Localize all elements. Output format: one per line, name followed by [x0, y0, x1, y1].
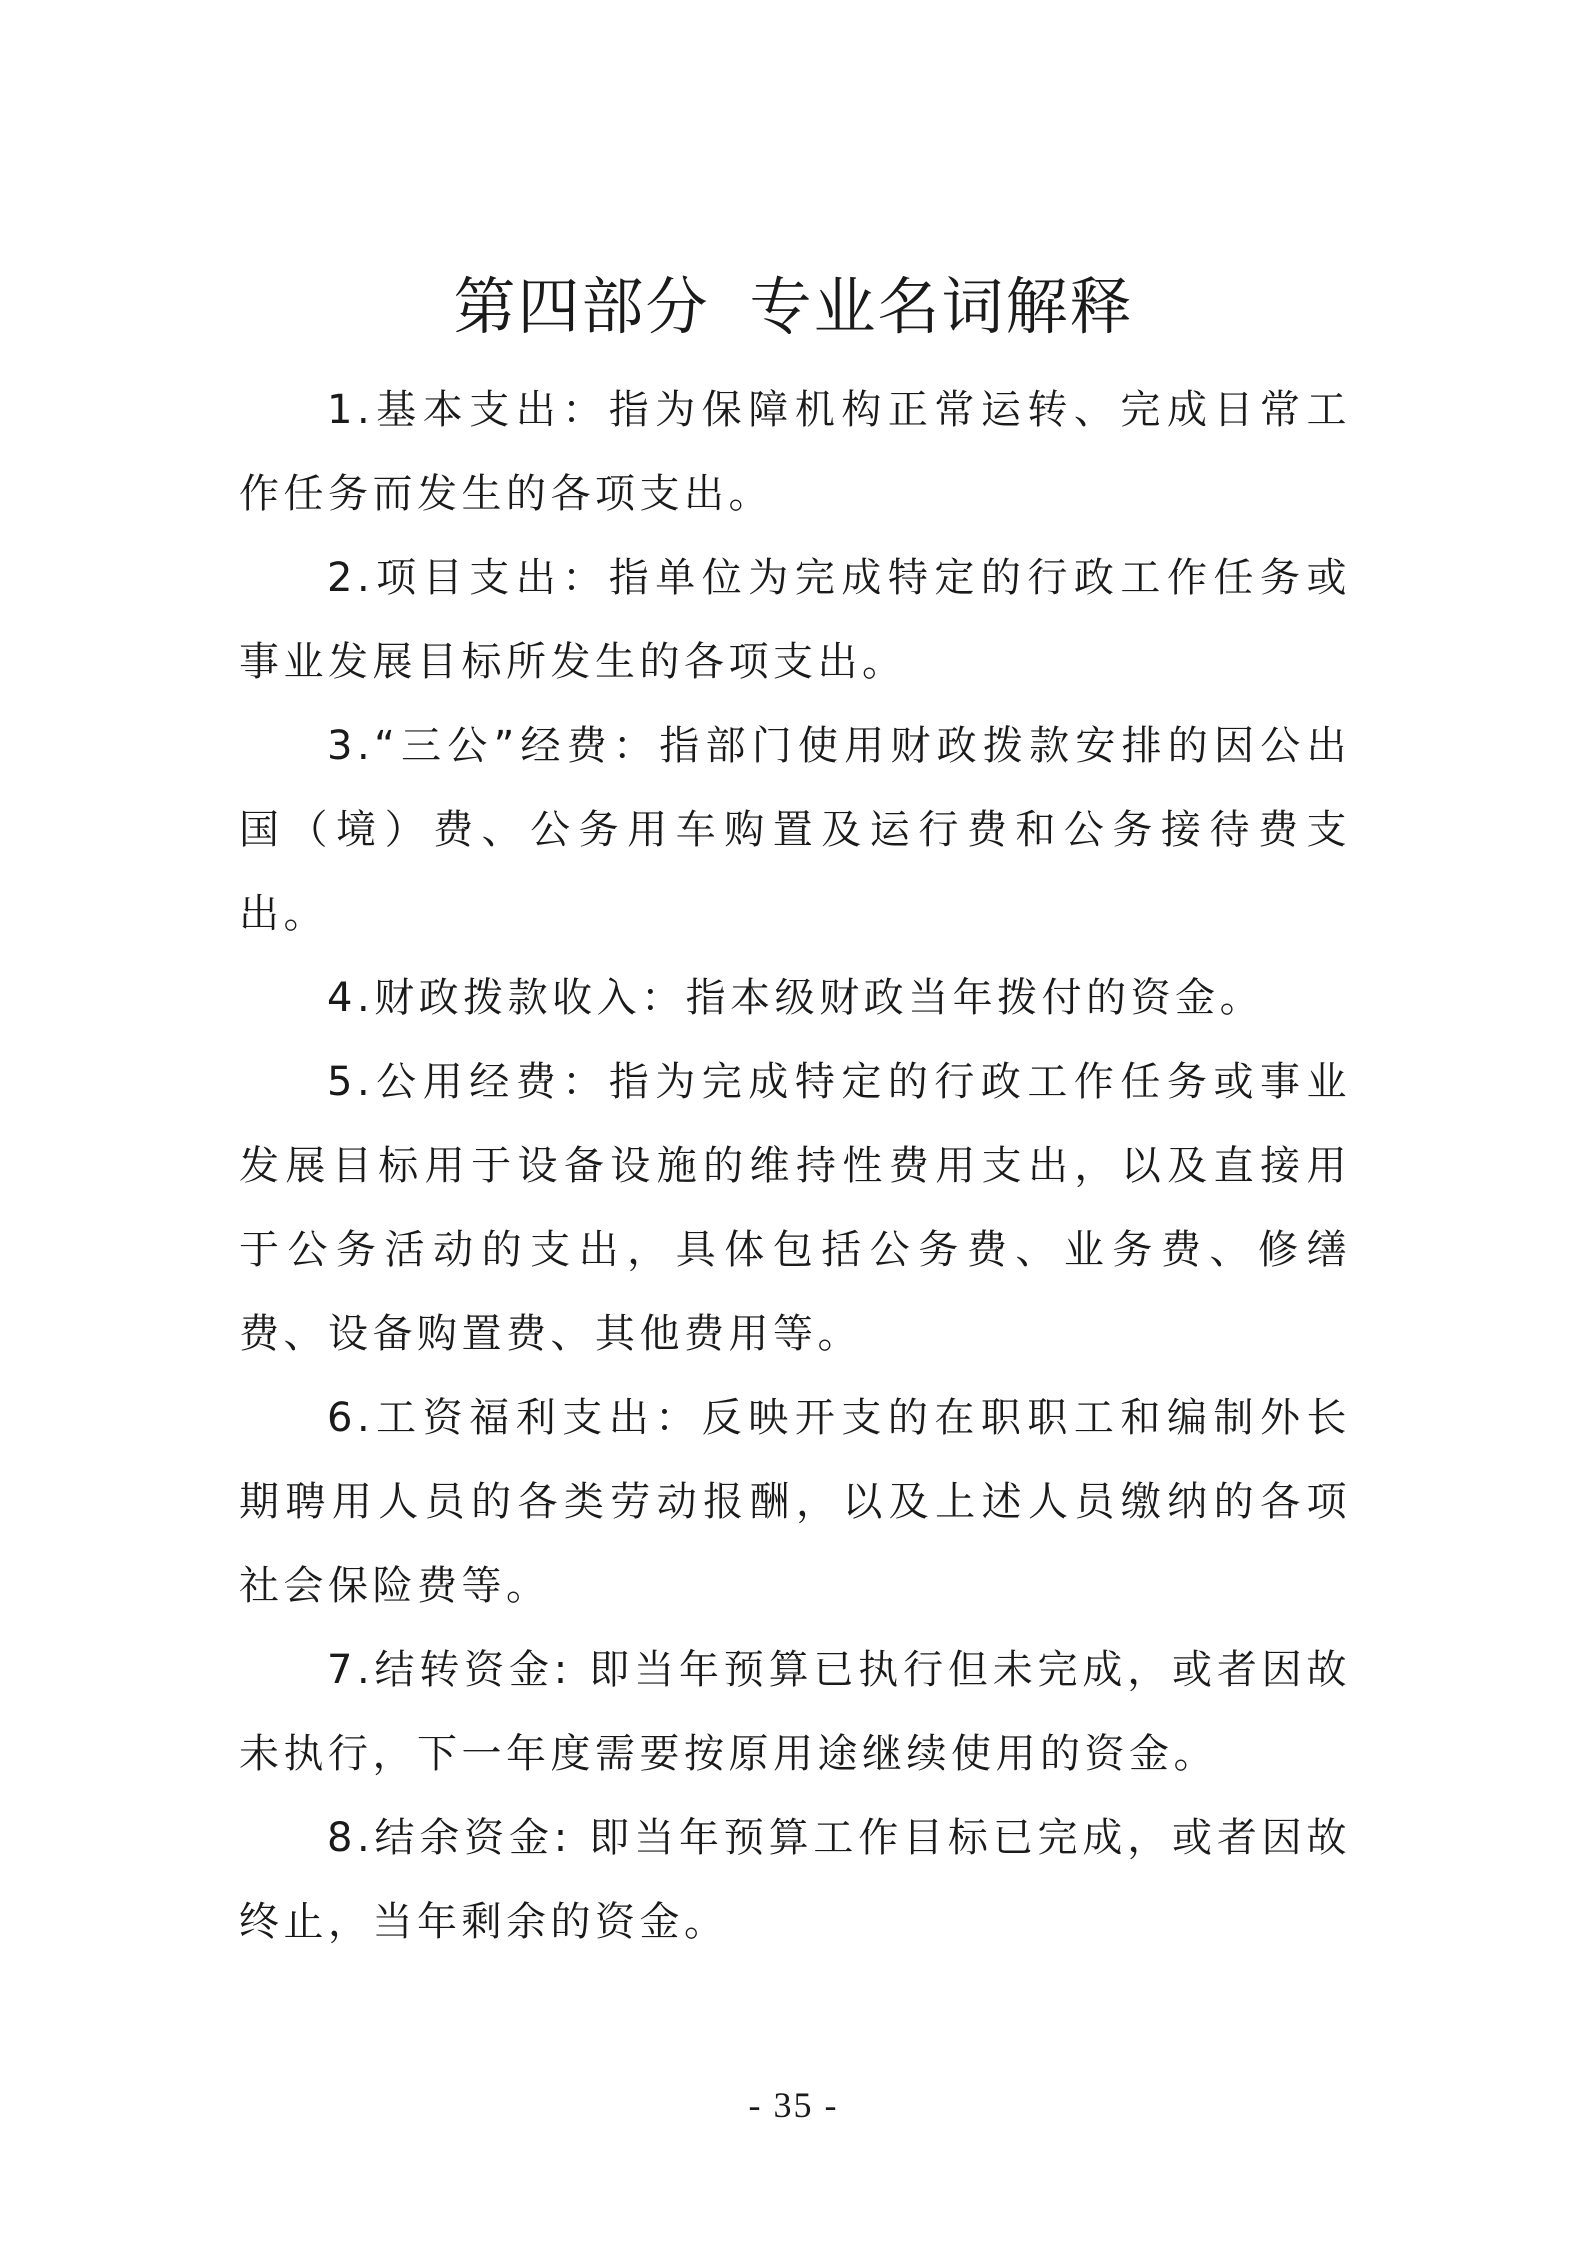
definition-text: 即当年预算工作目标已完成，或者因故终止，当年剩余的资金。	[239, 1815, 1351, 1945]
definition-term: 8.结余资金:	[327, 1815, 572, 1861]
definition-paragraph	[239, 368, 1351, 536]
definition-text: 指为完成特定的行政工作任务或事业发展目标用于设备设施的维持性费用支出，以及直接用于公务活动的支出，具体包括公务费、业务费、修缮费、设备购置费、其他费用等。	[239, 1059, 1351, 1357]
definition-text: 即当年预算已执行但未完成，或者因故未执行，下一年度需要按原用途继续使用的资金。	[239, 1647, 1351, 1777]
definition-paragraph	[239, 1628, 1351, 1796]
definition-term: 1.基本支出：	[327, 387, 609, 433]
definition-paragraph	[239, 536, 1351, 704]
title-part: 第四部分	[453, 270, 710, 343]
definition-paragraph	[239, 1796, 1351, 1964]
definition-term: 5.公用经费：	[327, 1059, 609, 1105]
definition-term: 6.工资福利支出：	[327, 1395, 702, 1441]
title-topic: 专业名词解释	[749, 270, 1134, 343]
definition-text: 指为保障机构正常运转、完成日常工作任务而发生的各项支出。	[239, 387, 1351, 517]
definition-text: 指本级财政当年拨付的资金。	[685, 975, 1265, 1021]
definition-term: 4.财政拨款收入：	[327, 975, 686, 1021]
page-number: - 35 -	[748, 2085, 839, 2125]
definition-paragraph	[239, 956, 1351, 1040]
definitions-list	[239, 368, 1351, 1964]
definition-text: 指单位为完成特定的行政工作任务或事业发展目标所发生的各项支出。	[239, 555, 1351, 685]
definition-text: 反映开支的在职职工和编制外长期聘用人员的各类劳动报酬，以及上述人员缴纳的各项社会保险费等。	[239, 1395, 1351, 1609]
definition-text: 指部门使用财政拨款安排的因公出国（境）费、公务用车购置及运行费和公务接待费支出。	[239, 723, 1352, 937]
page-title	[0, 270, 1587, 343]
definition-paragraph	[239, 704, 1351, 956]
definition-paragraph	[239, 1040, 1351, 1376]
definition-paragraph	[239, 1376, 1351, 1628]
definition-term: 2.项目支出：	[327, 555, 609, 601]
definition-term: 3.“三公”经费：	[327, 723, 660, 769]
definition-term: 7.结转资金:	[327, 1647, 572, 1693]
